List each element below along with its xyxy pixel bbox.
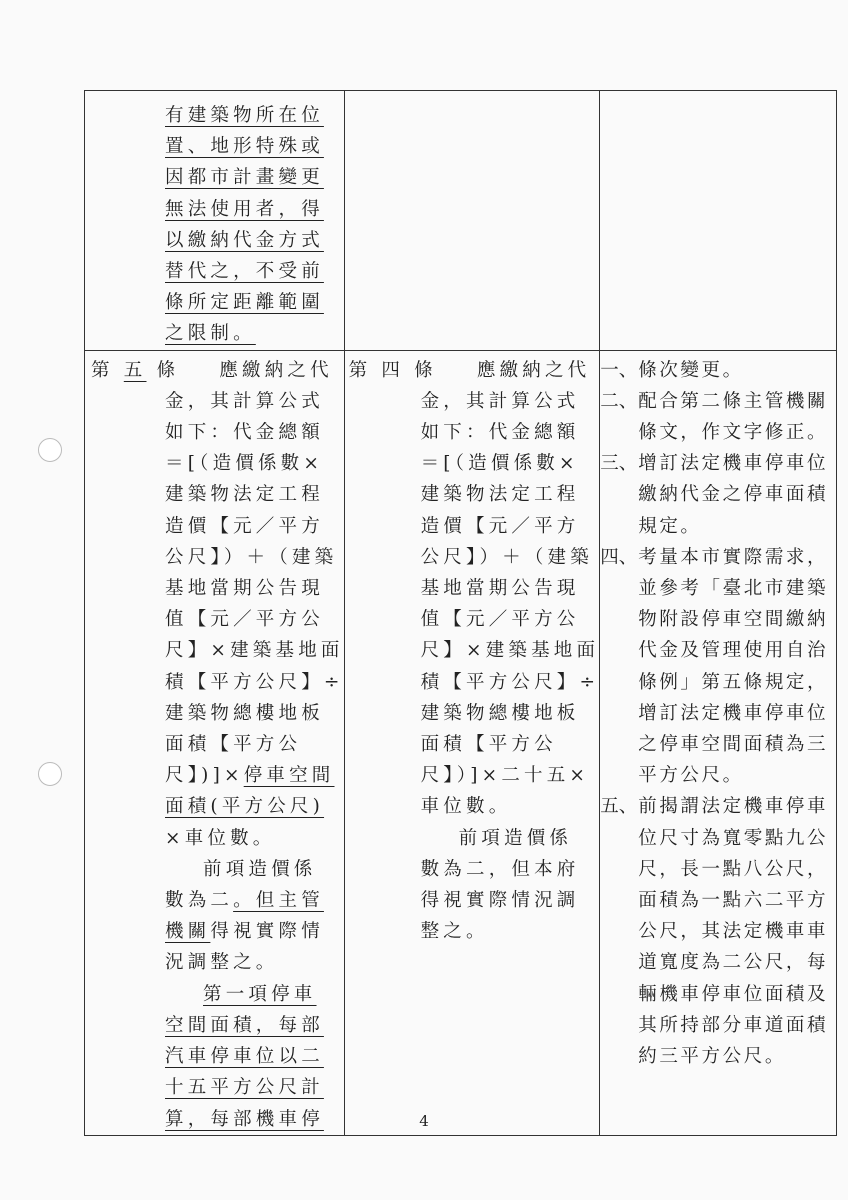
text-line: 前項造價係	[203, 858, 317, 880]
text-line: 增訂法定機車停車位	[638, 702, 829, 724]
article-heading: 第 五 條 應繳納之代	[91, 359, 333, 381]
text-line: 以繳納代金方式	[165, 229, 324, 251]
text-line: 並參考「臺北市建築	[638, 578, 829, 600]
text-line: 造價【元／平方	[420, 515, 580, 537]
text-line: 公尺，其法定機車車	[638, 921, 829, 943]
text-line: 有建築物所在位	[165, 105, 324, 126]
item-text: 增訂法定機車停車位	[638, 453, 829, 475]
binder-hole-icon	[38, 762, 62, 786]
text-line: 代金及管理使用自治	[638, 640, 829, 662]
article-number: 五	[123, 359, 147, 381]
text-line: 尺】×建築基地面	[420, 640, 600, 662]
text-line: ×車位數。	[165, 827, 276, 849]
explanation-item	[600, 542, 836, 792]
text-line: 算，每部機車停	[165, 1108, 324, 1130]
text-line: 繳納代金之停車面積	[638, 484, 829, 506]
text-line: 況調整之。	[165, 952, 279, 974]
text-line: ＝[（造價係數×	[165, 453, 324, 475]
text-line	[600, 791, 836, 822]
proposed-continuation	[85, 91, 344, 350]
text-line: 無法使用者，得	[165, 198, 324, 220]
text-line: 替代之，不受前	[165, 261, 324, 283]
text-line	[600, 355, 836, 386]
text-line: 面積(平方公尺)	[165, 796, 325, 818]
item-number: 五、	[600, 796, 638, 818]
text-line: 數為二，但本府	[420, 858, 580, 880]
text-line: 值【元／平方公	[165, 609, 324, 631]
text-line: 面積【平方公	[420, 734, 557, 756]
text-line	[600, 386, 836, 417]
text-line: 條例」第五條規定，	[638, 671, 829, 693]
text-line: 置、地形特殊或	[165, 136, 324, 158]
text-line: 條所定距離範圍	[165, 292, 324, 314]
text-line: 前項造價係	[458, 827, 573, 849]
text-line: 輛機車停車位面積及	[638, 983, 829, 1005]
text-line: 得視實際情況調	[420, 890, 580, 912]
text-line: 造價【元／平方	[165, 515, 324, 537]
text-line: 之限制。	[165, 323, 256, 345]
text-line: 基地當期公告現	[420, 578, 580, 600]
text-line: 尺】)]×停車空間	[165, 765, 335, 787]
text-line: 如下：代金總額	[420, 422, 580, 444]
current-text-cell	[344, 350, 600, 1135]
item-text: 配合第二條主管機關	[638, 390, 829, 412]
text-line: 尺】）]×二十五×	[420, 765, 590, 787]
item-number: 三、	[600, 453, 638, 475]
text-line: 道寬度為二公尺，每	[638, 952, 829, 974]
text-line: 之停車空間面積為三	[638, 734, 829, 756]
binder-hole-icon	[38, 438, 62, 462]
article-heading: 第 四 條 應繳納之代	[348, 359, 591, 381]
proposed-text-cell	[85, 91, 345, 351]
current-text-cell	[344, 91, 600, 351]
text-line: 基地當期公告現	[165, 578, 324, 600]
item-text: 條次變更。	[638, 359, 744, 381]
text-line: 整之。	[420, 921, 489, 943]
text-line: 車位數。	[420, 796, 512, 818]
page-number: 4	[419, 1112, 429, 1130]
text-line: 位尺寸為寬零點九公	[638, 827, 829, 849]
item-number: 一、	[600, 359, 638, 381]
text-line: 面積為一點六二平方	[638, 890, 829, 912]
item-text: 考量本市實際需求，	[638, 546, 829, 568]
text-line: 物附設停車空間繳納	[638, 609, 829, 631]
text-line	[600, 542, 836, 573]
text-line: 平方公尺。	[638, 765, 744, 787]
text-line: 積【平方公尺】÷	[165, 671, 344, 693]
explanation-item	[600, 791, 836, 1072]
text-line: 公尺】）＋（建築	[165, 546, 338, 568]
text-line: 尺】×建築基地面	[165, 640, 344, 662]
text-line: 建築物法定工程	[165, 484, 324, 506]
explanation-cell	[600, 91, 837, 351]
text-line: 如下：代金總額	[165, 422, 324, 444]
explanation-item	[600, 448, 836, 542]
item-text: 前揭謂法定機車停車	[638, 796, 829, 818]
text-line: 金，其計算公式	[165, 390, 324, 412]
comparison-table	[84, 90, 837, 1136]
text-line: ＝[（造價係數×	[420, 453, 579, 475]
text-line: 其所持部分車道面積	[638, 1014, 829, 1036]
text-line: 條文，作文字修正。	[638, 422, 829, 444]
text-line: 約三平方公尺。	[638, 1046, 786, 1068]
text-line: 空間面積，每部	[165, 1014, 324, 1036]
text-line: 建築物總樓地板	[165, 702, 324, 724]
table-row	[85, 350, 837, 1135]
explanation-cell	[600, 350, 837, 1135]
text-line: 數為二。但主管	[165, 890, 324, 912]
text-line: 汽車停車位以二	[165, 1046, 324, 1068]
text-line: 十五平方公尺計	[165, 1077, 324, 1099]
text-line: 公尺】）＋（建築	[420, 546, 593, 568]
explanation-item	[600, 386, 836, 448]
text-line: 面積【平方公	[165, 734, 302, 756]
text-line: 積【平方公尺】÷	[420, 671, 600, 693]
text-line: 建築物總樓地板	[420, 702, 580, 724]
text-line: 建築物法定工程	[420, 484, 580, 506]
text-line: 機關得視實際情	[165, 921, 324, 943]
explanation-item	[600, 355, 836, 386]
text-line: 規定。	[638, 515, 702, 537]
text-line: 值【元／平方公	[420, 609, 580, 631]
proposed-text-cell	[85, 350, 345, 1135]
text-line: 金，其計算公式	[420, 390, 580, 412]
item-number: 四、	[600, 546, 638, 568]
item-number: 二、	[600, 390, 638, 412]
text-line: 尺，長一點八公尺，	[638, 858, 829, 880]
table-row	[85, 91, 837, 351]
text-line: 因都市計畫變更	[165, 167, 324, 189]
text-line: 第一項停車	[203, 983, 317, 1005]
text-line	[600, 448, 836, 479]
